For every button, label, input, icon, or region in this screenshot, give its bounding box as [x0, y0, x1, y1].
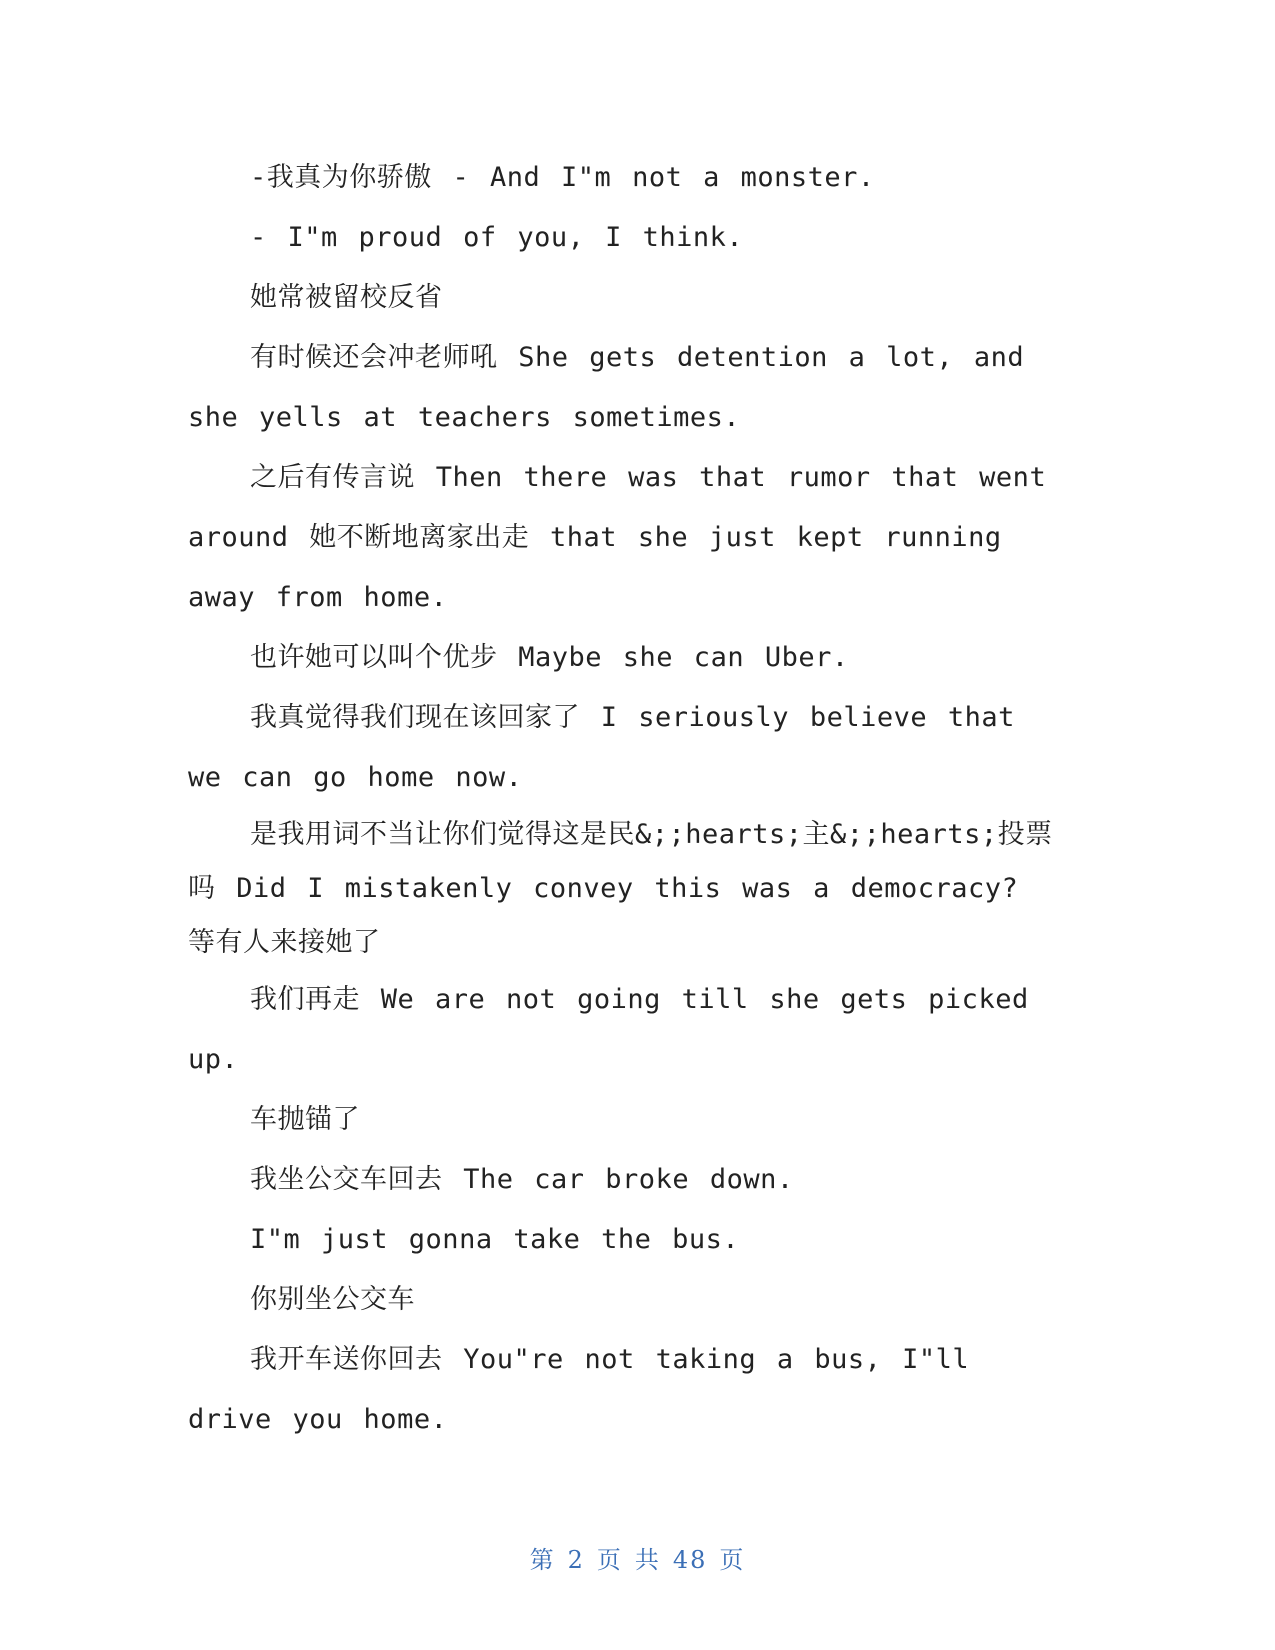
paragraph: 也许她可以叫个优步 Maybe she can Uber.	[250, 642, 849, 673]
paragraph: 之后有传言说 Then there was that rumor that went around 她不断地离家出走 that she just kept running away from home.	[188, 462, 1047, 613]
page-number: 2	[567, 1546, 585, 1574]
paragraph: 有时候还会冲老师吼 She gets detention a lot, and she yells at teachers sometimes.	[188, 342, 1025, 433]
total-label: 共	[634, 1546, 661, 1574]
paragraph: 我们再走 We are not going till she gets picked up.	[188, 984, 1029, 1075]
paragraph: 你别坐公交车	[250, 1284, 415, 1315]
page-label: 第	[529, 1546, 556, 1574]
paragraph: 等有人来接她了	[188, 927, 381, 958]
page-footer	[0, 1540, 1275, 1575]
paragraph: 我坐公交车回去 The car broke down.	[250, 1164, 794, 1195]
paragraph: I"m just gonna take the bus.	[250, 1224, 740, 1255]
paragraph: -我真为你骄傲 - And I"m not a monster.	[250, 162, 875, 193]
document-body	[188, 148, 1068, 1450]
page-unit: 页	[596, 1546, 623, 1574]
paragraph: 车抛锚了	[250, 1104, 360, 1135]
paragraph: 是我用词不当让你们觉得这是民&;;hearts;主&;;hearts;投票吗 Did I mistakenly convey this was a democracy?	[188, 819, 1053, 904]
paragraph: - I"m proud of you, I think.	[250, 222, 744, 253]
paragraph: 我开车送你回去 You"re not taking a bus, I"ll drive you home.	[188, 1344, 970, 1435]
total-unit: 页	[719, 1546, 746, 1574]
total-pages: 48	[672, 1546, 708, 1574]
paragraph: 我真觉得我们现在该回家了 I seriously believe that we can go home now.	[188, 702, 1015, 793]
paragraph: 她常被留校反省	[250, 282, 443, 313]
